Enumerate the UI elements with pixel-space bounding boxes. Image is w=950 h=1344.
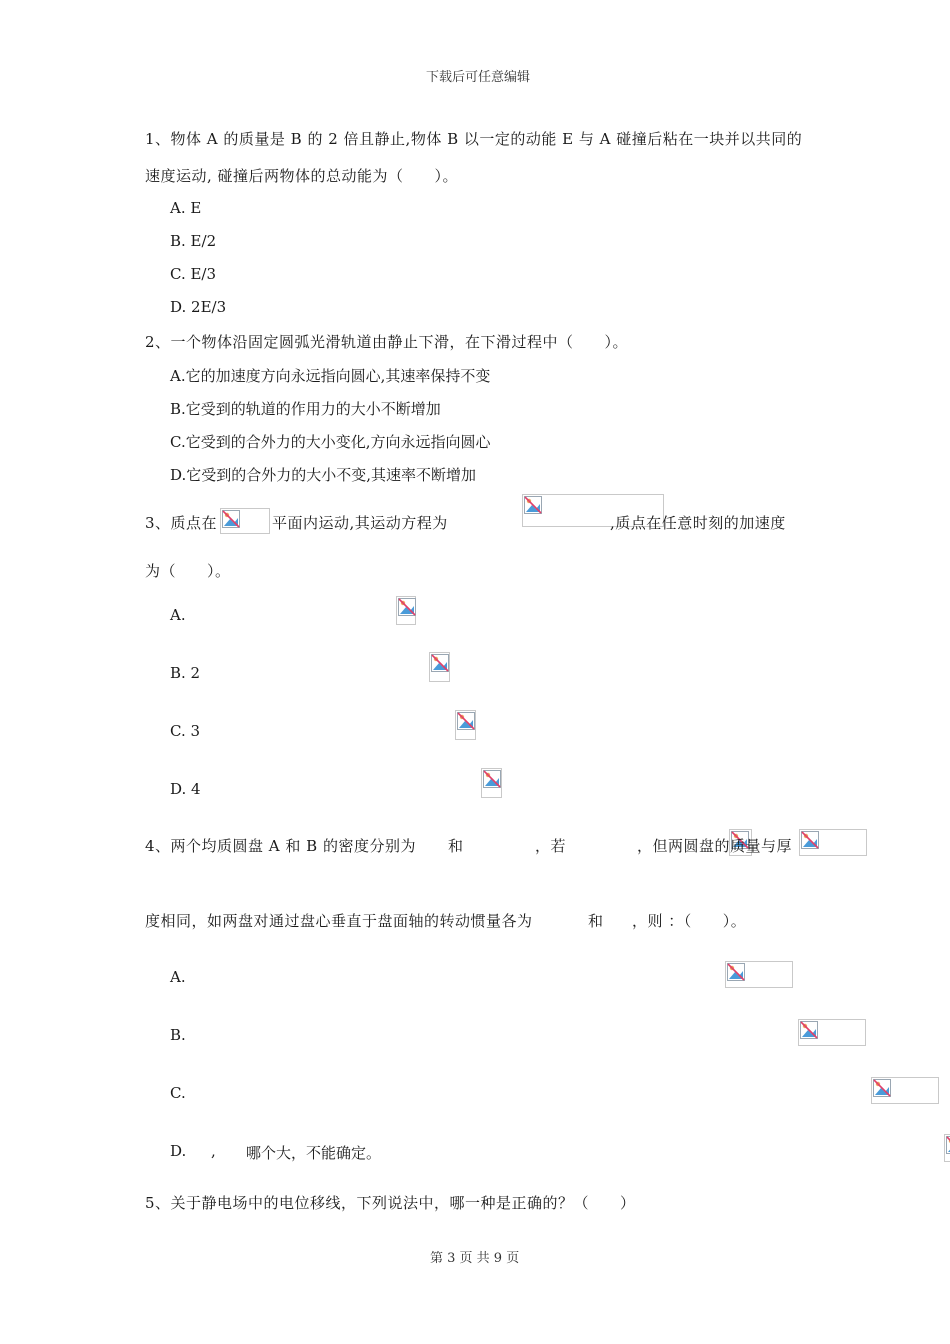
question-3-text-part2: 平面内运动,其运动方程为 [272,514,448,532]
question-5-text: 5、关于静电场中的电位移线，下列说法中，哪一种是正确的？（ ） [145,1194,636,1212]
broken-image-icon [798,1019,866,1046]
question-4-text-part3: ，若 [535,837,567,855]
q4-option-b: B. [170,1026,186,1044]
q1-option-c: C. E/3 [170,265,217,283]
question-2-text: 2、一个物体沿固定圆弧光滑轨道由静止下滑，在下滑过程中（ ）。 [145,333,629,351]
q4-option-d: D. [170,1142,187,1160]
broken-image-icon [725,961,793,988]
q3-option-a: A. [170,606,186,624]
broken-image-icon [220,508,270,534]
broken-image-icon [944,1134,950,1162]
question-1-text-cont: 速度运动, 碰撞后两物体的总动能为（ ）。 [145,167,459,185]
q2-option-a: A.它的加速度方向永远指向圆心,其速率保持不变 [170,367,491,385]
question-1-text: 1、物体 A 的质量是 B 的 2 倍且静止,物体 B 以一定的动能 E 与 A 碰撞后粘在一块并以共同的 [145,130,803,148]
q4-option-d-text: 哪个大，不能确定。 [246,1144,382,1162]
q3-option-c: C. 3 [170,722,201,740]
q4-option-d-separator: , [211,1142,216,1160]
q1-option-b: B. E/2 [170,232,217,250]
question-3-text-part3: ,质点在任意时刻的加速度 [610,514,786,532]
q2-option-b: B.它受到的轨道的作用力的大小不断增加 [170,400,441,418]
broken-image-icon [871,1077,939,1104]
question-4-text-part1: 4、两个均质圆盘 A 和 B 的密度分别为 [145,837,416,855]
page-header: 下载后可任意编辑 [426,70,531,85]
question-4-text-line2: 度相同，如两盘对通过盘心垂直于盘面轴的转动惯量各为 [145,912,533,930]
page-footer: 第 3 页 共 9 页 [430,1251,520,1266]
q1-option-d: D. 2E/3 [170,298,227,316]
question-4-text-line2-and: 和 [588,912,604,930]
question-3-text-part1: 3、质点在 [145,514,218,532]
q4-option-c: C. [170,1084,186,1102]
broken-image-icon [429,652,450,682]
q3-option-d: D. 4 [170,780,201,798]
q4-option-a: A. [170,968,186,986]
broken-image-icon [455,710,476,740]
question-4-text-part4: ，但两圆盘的质量与厚 [637,837,793,855]
q2-option-d: D.它受到的合外力的大小不变,其速率不断增加 [170,466,477,484]
question-4-text-part2: 和 [448,837,464,855]
q3-option-b: B. 2 [170,664,201,682]
q1-option-a: A. E [170,199,202,217]
question-3-text-cont: 为（ ）。 [145,562,231,580]
broken-image-icon [481,768,502,798]
broken-image-icon [396,596,416,625]
question-4-text-line2-tail: ，则 ：（ ）。 [632,912,747,930]
broken-image-icon [799,829,867,856]
q2-option-c: C.它受到的合外力的大小变化,方向永远指向圆心 [170,433,491,451]
